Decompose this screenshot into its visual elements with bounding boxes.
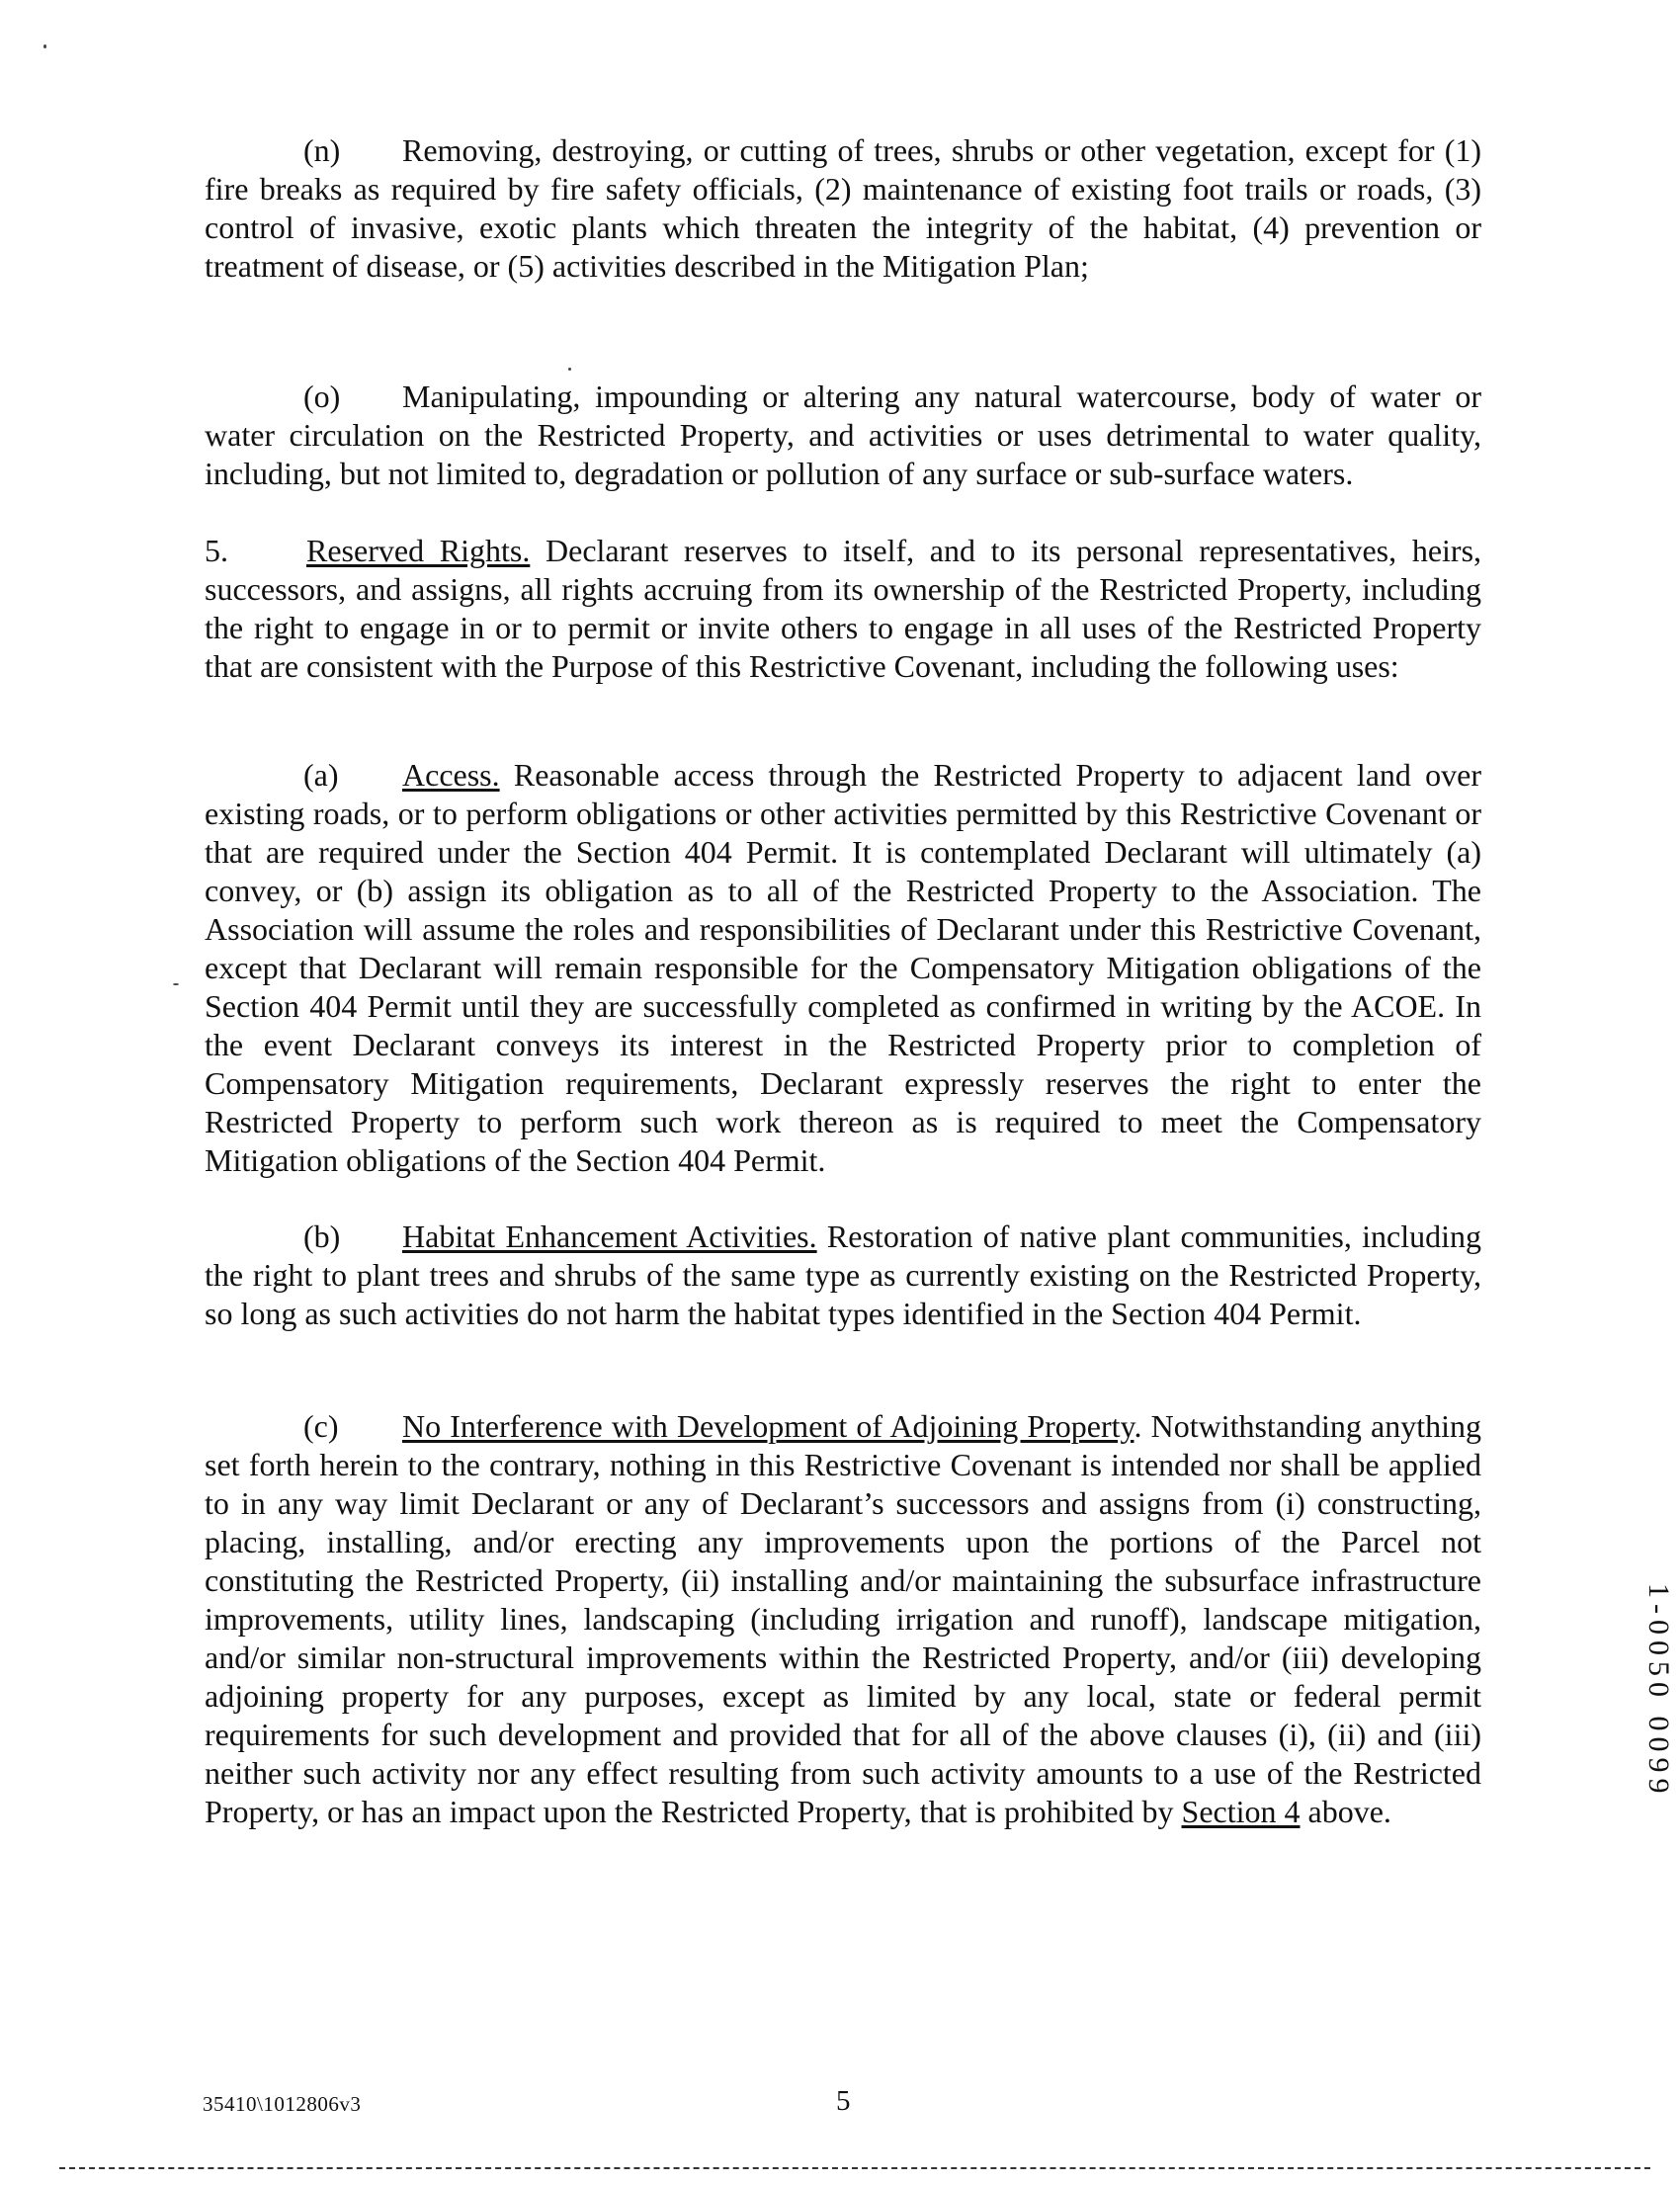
paragraph-heading: Access.: [402, 757, 500, 793]
paragraph-heading: No Interference with Development of Adjoining Property: [402, 1408, 1134, 1444]
paragraph-o: [205, 378, 1481, 493]
paragraph-n: [205, 131, 1481, 286]
paragraph-text: Reasonable access through the Restricted Property to adjacent land over existing roads, or to perform obligations or other activities permitted by this Restrictive Covenant or that are required under the Section 404 Permit. It is contemplated Declarant will ultimately (a) convey, or (b) assign its obligation as to all of the Restricted Property to the Association. The Association will assume the roles and responsibilities of Declarant under this Restrictive Covenant, except that Declarant will remain responsible for the Compensatory Mitigation obligations of the Section 404 Permit until they are successfully completed as confirmed in writing by the ACOE. In the event Declarant conveys its interest in the Restricted Property prior to completion of Compensatory Mitigation requirements, Declarant expressly reserves the right to enter the Restricted Property to perform such work thereon as is required to meet the Compensatory Mitigation obligations of the Section 404 Permit.: [205, 757, 1482, 1178]
section-reference-link: Section 4: [1181, 1794, 1301, 1829]
paragraph-c-no-interference: [205, 1407, 1481, 1831]
section-heading: Reserved Rights.: [306, 533, 531, 568]
paragraph-tail: above.: [1307, 1794, 1391, 1829]
paragraph-heading: Habitat Enhancement Activities.: [402, 1219, 817, 1254]
heading-period: .: [1134, 1408, 1142, 1444]
section-5-reserved-rights: [205, 532, 1481, 686]
paragraph-label: (o): [303, 378, 341, 414]
scan-speck: [43, 44, 46, 48]
paragraph-label: (b): [303, 1219, 341, 1254]
paragraph-text: Manipulating, impounding or altering any natural watercourse, body of water or water circulation on the Restricted Property, and activities or uses detrimental to water quality, including, but not limited to, degradation or pollution of any surface or sub-surface waters.: [205, 378, 1481, 491]
paragraph-text: Notwithstanding anything set forth herein to the contrary, nothing in this Restrictive Covenant is intended nor shall be applied to in any way limit Declarant or any of Declarant’s successors and assigns from (i) constructing, placing, installing, and/or erecting any improvements upon the portions of the Parcel not constituting the Restricted Property, (ii) installing and/or maintaining the subsurface infrastructure improvements, utility lines, landscaping (including irrigation and runoff), landscape mitigation, and/or similar non-structural improvements within the Restricted Property, and/or (iii) developing adjoining property for any purposes, except as limited by any local, state or federal permit requirements for such development and provided that for all of the above clauses (i), (ii) and (iii) neither such activity nor any effect resulting from such activity amounts to a use of the Restricted Property, or has an impact upon the Restricted Property, that is prohibited by: [205, 1408, 1482, 1829]
scan-speck: [568, 368, 571, 371]
paragraph-label: (n): [303, 132, 341, 168]
paragraph-a-access: [205, 756, 1481, 1180]
paragraph-b-habitat: [205, 1218, 1481, 1333]
document-id: 35410\1012806v3: [203, 2092, 362, 2116]
section-text: Declarant reserves to itself, and to its personal representatives, heirs, successors, and assigns, all rights accruing from its ownership of the Restricted Property, including the right to engage in or to permit or invite others to engage in all uses of the Restricted Property that are consistent with the Purpose of this Restrictive Covenant, including the following uses:: [205, 533, 1482, 684]
scan-edge-line: [59, 2167, 1650, 2169]
scan-speck: [173, 983, 179, 985]
page-number: 5: [836, 2085, 851, 2117]
paragraph-text: Restoration of native plant communities, including the right to plant trees and shrubs of the same type as currently existing on the Restricted Property, so long as such activities do not harm the habitat types identified in the Section 404 Permit.: [205, 1219, 1482, 1331]
paragraph-label: (a): [303, 757, 339, 793]
section-number: 5.: [205, 533, 228, 568]
paragraph-text: Removing, destroying, or cutting of trees, shrubs or other vegetation, except for (1) fire breaks as required by fire safety officials, (2) maintenance of existing foot trails or roads, (3) control of invasive, exotic plants which threaten the integrity of the habitat, (4) prevention or treatment of disease, or (5) activities described in the Mitigation Plan;: [205, 132, 1481, 284]
paragraph-label: (c): [303, 1408, 339, 1444]
side-stamp: 1-0050 0099: [1642, 1583, 1675, 1800]
